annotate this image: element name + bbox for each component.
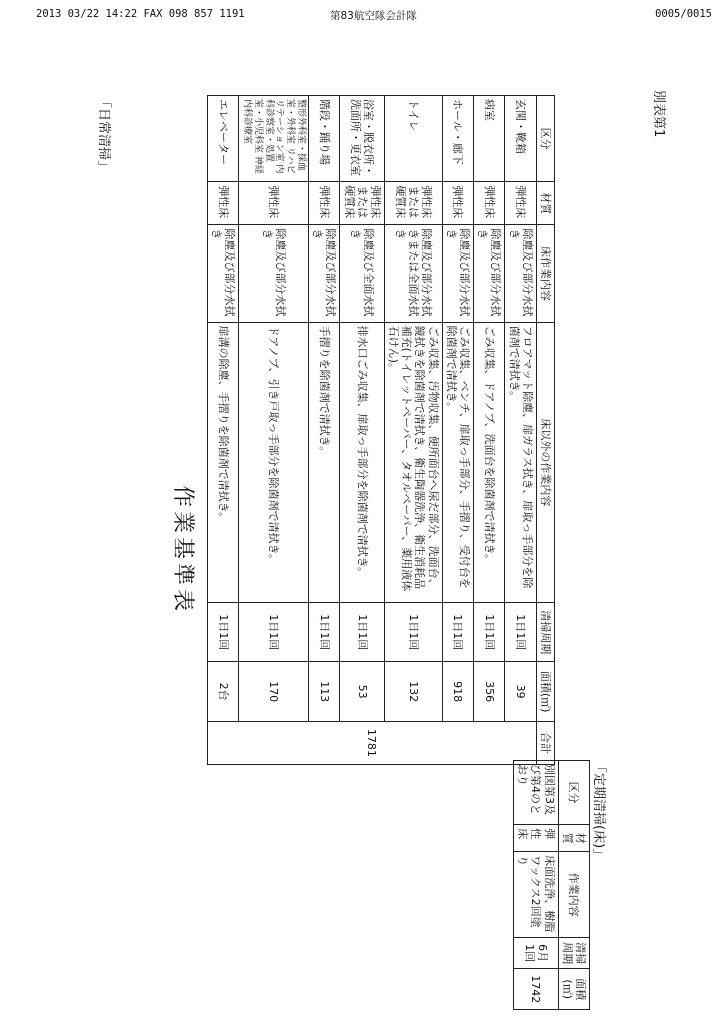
- row-cycle: 1日1回: [309, 603, 340, 662]
- total-value: 1781: [207, 721, 536, 764]
- periodic-table: [513, 760, 590, 1010]
- row-other: ごみ収集、ドアノブ、洗面台を除菌剤で清拭き。: [474, 322, 505, 603]
- row-size: 113: [309, 662, 340, 721]
- row-area: 階段・踊り場: [309, 96, 340, 182]
- row-material: 弾性床: [239, 182, 309, 225]
- periodic-header-material: 材質: [558, 825, 589, 852]
- periodic-row-cycle: 6月1回: [514, 937, 559, 969]
- row-floor: 除塵及び部分水拭き: [239, 225, 309, 322]
- row-material: 弾性床: [474, 182, 505, 225]
- table-row: [442, 96, 473, 765]
- fax-header-sender: 第83航空隊会計隊: [330, 10, 417, 22]
- row-material: 弾性床: [309, 182, 340, 225]
- row-cycle: 1日1回: [340, 603, 385, 662]
- header-cycle: 清掃周期: [536, 603, 554, 662]
- row-other: 手摺りを除菌剤で清拭き。: [309, 322, 340, 603]
- fax-header: [0, 8, 724, 24]
- periodic-row-work: 床面洗浄、樹脂ワックス2回塗り: [514, 852, 559, 938]
- row-other: 排水口ごみ収集、扉取っ手部分を除菌剤で清拭き。: [340, 322, 385, 603]
- table-row: [474, 96, 505, 765]
- row-cycle: 1日1回: [474, 603, 505, 662]
- row-area: 玄関・靴箱: [505, 96, 536, 182]
- fax-header-left: 2013 03/22 14:22 FAX 098 857 1191: [36, 8, 245, 20]
- row-floor: 除塵及び部分水拭きまたは全面水拭き: [384, 225, 442, 322]
- periodic-section-label: 「定期清掃(床)」: [591, 760, 606, 862]
- header-other-work: 床以外の作業内容: [536, 322, 554, 603]
- row-cycle: 1日1回: [207, 603, 238, 662]
- row-other: 扉溝の除塵、手摺りを除菌剤で清拭き。: [207, 322, 238, 603]
- document-title: 作業基準表: [170, 484, 195, 615]
- row-area: 浴室・脱衣所・洗面所・更衣室: [340, 96, 385, 182]
- row-size: 2台: [207, 662, 238, 721]
- periodic-table-wrap: [30, 760, 606, 1020]
- daily-section-label: 「日常清掃」: [96, 95, 111, 174]
- table-row: [384, 96, 442, 765]
- row-material: 弾性床: [207, 182, 238, 225]
- header-size: 面積(㎡): [536, 662, 554, 721]
- table-row: [207, 96, 238, 765]
- row-cycle: 1日1回: [442, 603, 473, 662]
- periodic-header-size: 面積(㎡): [558, 969, 589, 1010]
- periodic-row-area: 別図第3及び第4のとおり: [514, 761, 559, 825]
- row-size: 356: [474, 662, 505, 721]
- row-area: ホール・廊下: [442, 96, 473, 182]
- header-floor-work: 床作業内容: [536, 225, 554, 322]
- row-cycle: 1日1回: [384, 603, 442, 662]
- header-area: 区分: [536, 96, 554, 182]
- periodic-header-work: 作業内容: [558, 852, 589, 938]
- row-material: 弾性床または硬質床: [384, 182, 442, 225]
- row-area: 病室: [474, 96, 505, 182]
- row-cycle: 1日1回: [239, 603, 309, 662]
- row-material: 弾性床: [442, 182, 473, 225]
- table-row: [309, 96, 340, 765]
- periodic-row-size: 1742: [514, 969, 559, 1010]
- row-area: 整形外科室・採血室・外科室 リハビリテーション室 内科診察室・処置室・小児科室 神経内科診療室: [239, 96, 309, 182]
- row-material: 弾性床または硬質床: [340, 182, 385, 225]
- row-size: 132: [384, 662, 442, 721]
- row-floor: 除塵及び全面水拭き: [340, 225, 385, 322]
- row-size: 170: [239, 662, 309, 721]
- periodic-header-row: [558, 761, 589, 1010]
- row-other: フロアマット除塵、扉ガラス拭き、扉取っ手部分を除菌剤で清拭き。: [505, 322, 536, 603]
- table-row: [505, 96, 536, 765]
- row-size: 39: [505, 662, 536, 721]
- periodic-header-area: 区分: [558, 761, 589, 825]
- row-floor: 除塵及び部分水拭き: [309, 225, 340, 322]
- header-total: 合計: [536, 721, 554, 764]
- periodic-row-material: 弾性床: [514, 825, 559, 852]
- daily-table: [207, 95, 555, 765]
- attachment-label: 別表第1: [651, 90, 666, 138]
- row-area: エレベーター: [207, 96, 238, 182]
- periodic-header-cycle: 清掃周期: [558, 937, 589, 969]
- row-area: トイレ: [384, 96, 442, 182]
- header-material: 材質: [536, 182, 554, 225]
- row-floor: 除塵及び部分水拭き: [207, 225, 238, 322]
- row-floor: 除塵及び部分水拭き: [442, 225, 473, 322]
- fax-header-page: 0005/0015: [655, 8, 712, 20]
- row-floor: 除塵及び部分水拭き: [505, 225, 536, 322]
- row-other: ドアノブ、引き戸取っ手部分を除菌剤で清拭き。: [239, 322, 309, 603]
- table-row: [239, 96, 309, 765]
- daily-header-row: [536, 96, 554, 765]
- table-row: [340, 96, 385, 765]
- row-size: 918: [442, 662, 473, 721]
- row-other: ごみ収集、ベンチ、扉取っ手部分、手摺り、受付台を除菌剤で清拭き。: [442, 322, 473, 603]
- table-row: [514, 761, 559, 1010]
- row-material: 弾性床: [505, 182, 536, 225]
- row-floor: 除塵及び部分水拭き: [474, 225, 505, 322]
- row-size: 53: [340, 662, 385, 721]
- row-other: ごみ収集、汚物収集、便所面台へ尿だ部分、洗面台、鏡拭きを除菌剤で清拭き、衛生陶器洗浄、衛生消耗品補充(トイレットペーパー、タオルペーパー、薬用液体石けん)。: [384, 322, 442, 603]
- row-cycle: 1日1回: [505, 603, 536, 662]
